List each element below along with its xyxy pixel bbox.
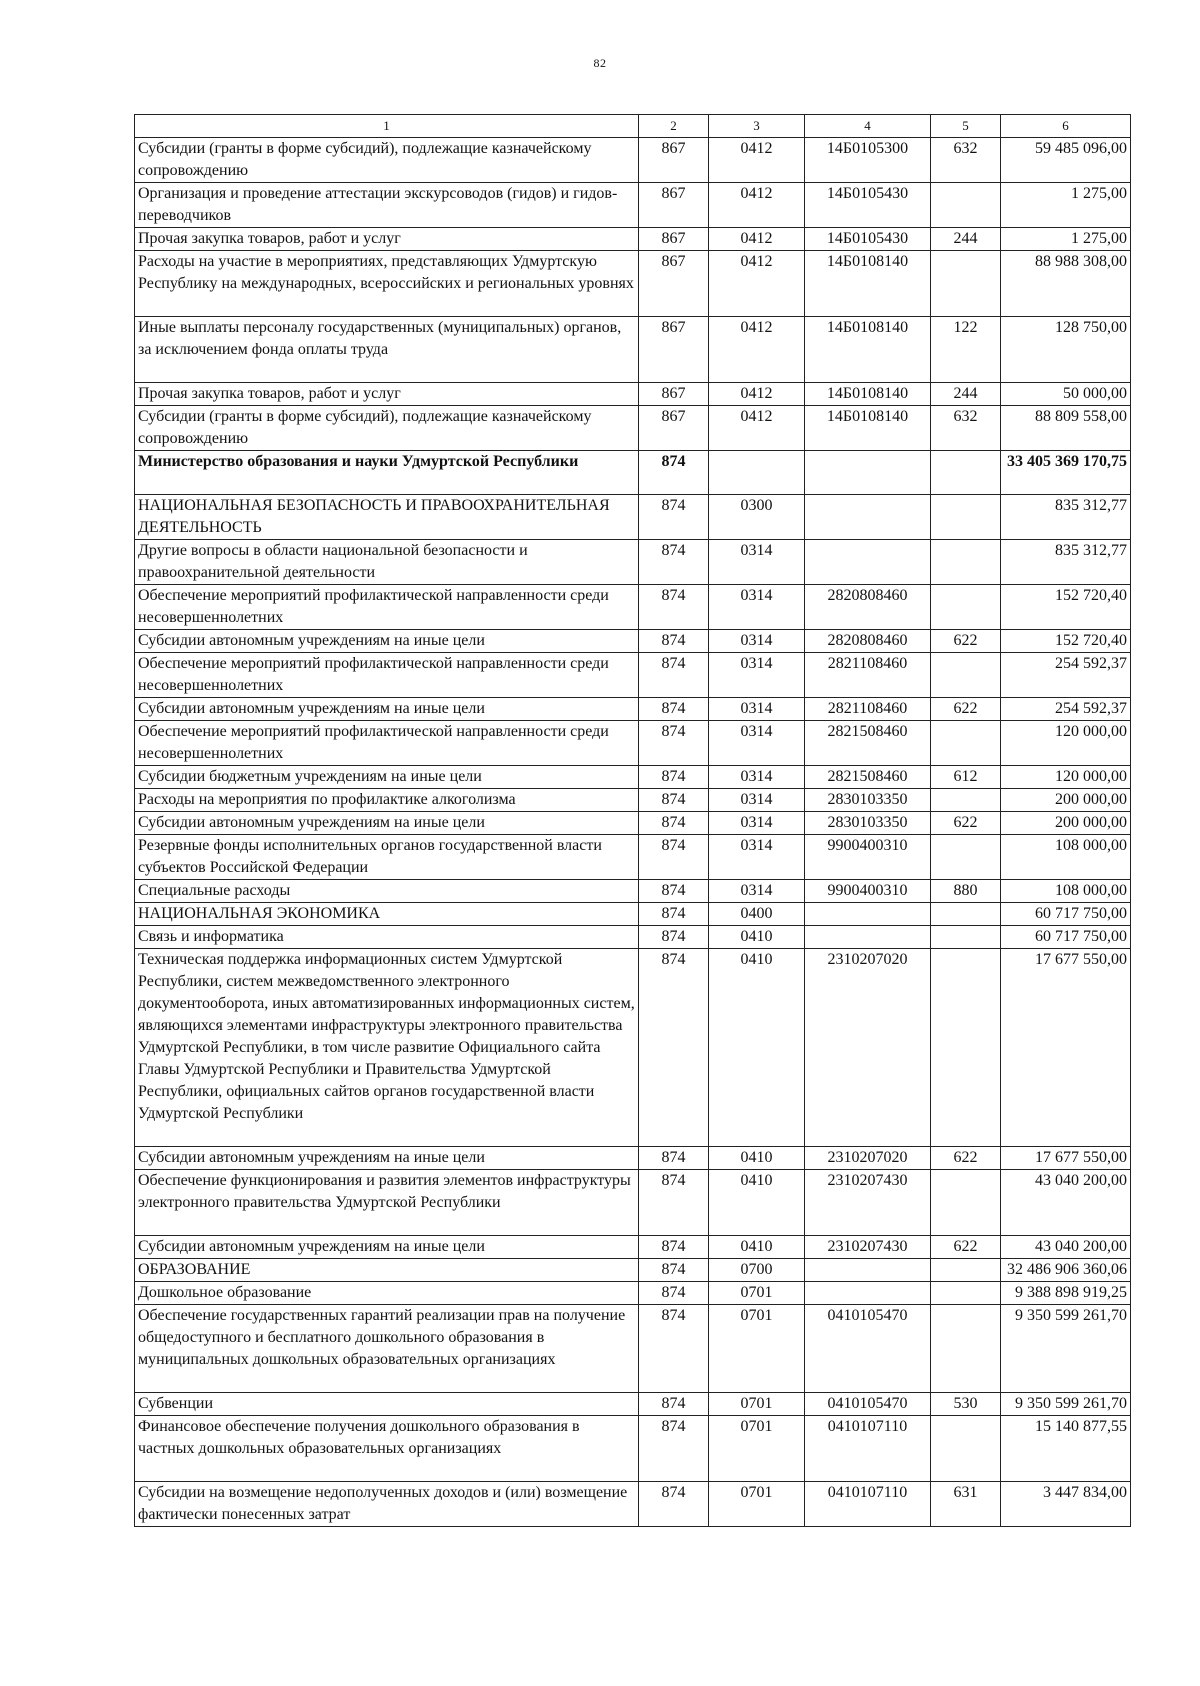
row-section: 0314 <box>709 812 805 835</box>
table-row <box>135 1147 1131 1170</box>
row-name: Министерство образования и науки Удмуртской Республики <box>135 451 639 495</box>
table-row <box>135 1393 1131 1416</box>
row-target-article: 0410107110 <box>805 1416 931 1482</box>
table-row <box>135 451 1131 495</box>
page-number: 82 <box>593 56 607 70</box>
row-grbs: 874 <box>639 880 709 903</box>
row-amount: 17 677 550,00 <box>1001 949 1131 1147</box>
table-row <box>135 949 1131 1147</box>
row-section: 0314 <box>709 698 805 721</box>
row-name: Иные выплаты персоналу государственных (муниципальных) органов, за исключением фонда оплаты труда <box>135 317 639 383</box>
table-row <box>135 183 1131 228</box>
row-target-article: 0410107110 <box>805 1482 931 1527</box>
row-name: Субсидии (гранты в форме субсидий), подлежащие казначейскому сопровождению <box>135 138 639 183</box>
table-row <box>135 317 1131 383</box>
row-target-article <box>805 495 931 540</box>
row-section: 0410 <box>709 1170 805 1236</box>
row-expense-type: 880 <box>931 880 1001 903</box>
row-expense-type <box>931 540 1001 585</box>
row-target-article: 9900400310 <box>805 880 931 903</box>
row-amount: 9 350 599 261,70 <box>1001 1393 1131 1416</box>
row-grbs: 867 <box>639 251 709 317</box>
row-expense-type: 622 <box>931 812 1001 835</box>
row-target-article: 14Б0105300 <box>805 138 931 183</box>
row-amount: 60 717 750,00 <box>1001 903 1131 926</box>
row-section: 0300 <box>709 495 805 540</box>
row-section: 0701 <box>709 1416 805 1482</box>
row-expense-type <box>931 1259 1001 1282</box>
row-amount: 3 447 834,00 <box>1001 1482 1131 1527</box>
row-grbs: 874 <box>639 903 709 926</box>
row-name: Субсидии на возмещение недополученных доходов и (или) возмещение фактически понесенных затрат <box>135 1482 639 1527</box>
table-row <box>135 1236 1131 1259</box>
row-expense-type <box>931 835 1001 880</box>
row-target-article: 14Б0108140 <box>805 383 931 406</box>
row-expense-type <box>931 1416 1001 1482</box>
row-grbs: 874 <box>639 585 709 630</box>
row-grbs: 874 <box>639 698 709 721</box>
row-section: 0314 <box>709 789 805 812</box>
row-section: 0412 <box>709 406 805 451</box>
table-row <box>135 698 1131 721</box>
row-amount: 200 000,00 <box>1001 789 1131 812</box>
table-row <box>135 630 1131 653</box>
row-expense-type: 632 <box>931 138 1001 183</box>
row-expense-type: 612 <box>931 766 1001 789</box>
row-target-article: 2310207020 <box>805 949 931 1147</box>
row-grbs: 874 <box>639 1305 709 1393</box>
table-row <box>135 383 1131 406</box>
row-amount: 835 312,77 <box>1001 540 1131 585</box>
table-row <box>135 789 1131 812</box>
row-expense-type <box>931 1282 1001 1305</box>
row-expense-type: 530 <box>931 1393 1001 1416</box>
row-target-article: 2820808460 <box>805 585 931 630</box>
row-amount: 120 000,00 <box>1001 721 1131 766</box>
row-grbs: 867 <box>639 228 709 251</box>
row-name: Субвенции <box>135 1393 639 1416</box>
table-row <box>135 812 1131 835</box>
row-section: 0701 <box>709 1393 805 1416</box>
row-expense-type: 622 <box>931 1147 1001 1170</box>
row-target-article <box>805 903 931 926</box>
table-row <box>135 1305 1131 1393</box>
row-section: 0412 <box>709 183 805 228</box>
row-expense-type: 632 <box>931 406 1001 451</box>
header-col-5: 5 <box>931 115 1001 138</box>
row-name: Расходы на участие в мероприятиях, представляющих Удмуртскую Республику на международных, всероссийских и региональных уровнях <box>135 251 639 317</box>
row-name: Техническая поддержка информационных систем Удмуртской Республики, систем межведомственного электронного документооборота, иных автоматизированных информационных систем, являющихся элементами инфраструктуры электронного правительства Удмуртской Республики, в том числе развитие Официального сайта Главы Удмуртской Республики и Правительства Удмуртской Республики, официальных сайтов органов государственной власти Удмуртской Республики <box>135 949 639 1147</box>
row-name: Организация и проведение аттестации экскурсоводов (гидов) и гидов-переводчиков <box>135 183 639 228</box>
row-amount: 120 000,00 <box>1001 766 1131 789</box>
table-row <box>135 585 1131 630</box>
row-grbs: 867 <box>639 138 709 183</box>
table-row <box>135 1170 1131 1236</box>
table-row <box>135 903 1131 926</box>
row-grbs: 874 <box>639 540 709 585</box>
row-target-article <box>805 540 931 585</box>
row-amount: 200 000,00 <box>1001 812 1131 835</box>
table-row <box>135 653 1131 698</box>
row-name: Обеспечение функционирования и развития элементов инфраструктуры электронного правительства Удмуртской Республики <box>135 1170 639 1236</box>
table-row <box>135 926 1131 949</box>
row-expense-type <box>931 495 1001 540</box>
row-section: 0412 <box>709 383 805 406</box>
table-row <box>135 1482 1131 1527</box>
row-expense-type <box>931 1305 1001 1393</box>
row-grbs: 874 <box>639 630 709 653</box>
row-expense-type: 622 <box>931 698 1001 721</box>
row-target-article: 0410105470 <box>805 1393 931 1416</box>
row-section: 0701 <box>709 1482 805 1527</box>
row-target-article: 2821508460 <box>805 766 931 789</box>
row-target-article <box>805 1259 931 1282</box>
row-name: Расходы на мероприятия по профилактике алкоголизма <box>135 789 639 812</box>
row-target-article: 14Б0105430 <box>805 228 931 251</box>
row-grbs: 874 <box>639 1393 709 1416</box>
row-name: Субсидии автономным учреждениям на иные цели <box>135 1147 639 1170</box>
row-amount: 50 000,00 <box>1001 383 1131 406</box>
row-expense-type <box>931 789 1001 812</box>
row-grbs: 874 <box>639 812 709 835</box>
row-name: Субсидии автономным учреждениям на иные цели <box>135 812 639 835</box>
row-section: 0412 <box>709 251 805 317</box>
row-name: Финансовое обеспечение получения дошкольного образования в частных дошкольных образовательных организациях <box>135 1416 639 1482</box>
row-target-article: 2830103350 <box>805 812 931 835</box>
row-section: 0314 <box>709 766 805 789</box>
row-grbs: 867 <box>639 406 709 451</box>
row-name: Специальные расходы <box>135 880 639 903</box>
row-amount: 1 275,00 <box>1001 228 1131 251</box>
row-grbs: 874 <box>639 1282 709 1305</box>
row-amount: 88 809 558,00 <box>1001 406 1131 451</box>
row-target-article: 14Б0108140 <box>805 251 931 317</box>
row-amount: 835 312,77 <box>1001 495 1131 540</box>
row-section: 0400 <box>709 903 805 926</box>
header-col-4: 4 <box>805 115 931 138</box>
row-target-article: 2821508460 <box>805 721 931 766</box>
table-row <box>135 835 1131 880</box>
row-amount: 43 040 200,00 <box>1001 1236 1131 1259</box>
header-col-3: 3 <box>709 115 805 138</box>
table-row <box>135 1416 1131 1482</box>
row-amount: 152 720,40 <box>1001 630 1131 653</box>
row-name: ОБРАЗОВАНИЕ <box>135 1259 639 1282</box>
row-section: 0700 <box>709 1259 805 1282</box>
row-target-article: 0410105470 <box>805 1305 931 1393</box>
row-section: 0314 <box>709 721 805 766</box>
row-expense-type <box>931 1170 1001 1236</box>
row-name: Субсидии автономным учреждениям на иные цели <box>135 1236 639 1259</box>
row-section: 0410 <box>709 1147 805 1170</box>
row-section: 0412 <box>709 317 805 383</box>
row-section: 0314 <box>709 653 805 698</box>
row-section: 0314 <box>709 880 805 903</box>
row-expense-type: 622 <box>931 630 1001 653</box>
table-row <box>135 880 1131 903</box>
row-name: НАЦИОНАЛЬНАЯ БЕЗОПАСНОСТЬ И ПРАВООХРАНИТЕЛЬНАЯ ДЕЯТЕЛЬНОСТЬ <box>135 495 639 540</box>
row-target-article: 2830103350 <box>805 789 931 812</box>
row-expense-type <box>931 949 1001 1147</box>
row-target-article: 9900400310 <box>805 835 931 880</box>
row-grbs: 874 <box>639 1147 709 1170</box>
table-row <box>135 495 1131 540</box>
row-section: 0412 <box>709 138 805 183</box>
row-grbs: 867 <box>639 317 709 383</box>
row-amount: 32 486 906 360,06 <box>1001 1259 1131 1282</box>
row-section: 0410 <box>709 1236 805 1259</box>
row-expense-type <box>931 721 1001 766</box>
row-name: Связь и информатика <box>135 926 639 949</box>
row-amount: 15 140 877,55 <box>1001 1416 1131 1482</box>
header-row <box>135 115 1131 138</box>
row-grbs: 874 <box>639 653 709 698</box>
row-target-article: 14Б0105430 <box>805 183 931 228</box>
row-target-article: 14Б0108140 <box>805 317 931 383</box>
row-name: Прочая закупка товаров, работ и услуг <box>135 228 639 251</box>
table-row <box>135 406 1131 451</box>
row-name: Обеспечение мероприятий профилактической направленности среди несовершеннолетних <box>135 721 639 766</box>
row-target-article: 2310207430 <box>805 1236 931 1259</box>
row-amount: 9 388 898 919,25 <box>1001 1282 1131 1305</box>
row-grbs: 874 <box>639 451 709 495</box>
row-amount: 88 988 308,00 <box>1001 251 1131 317</box>
table-body <box>135 138 1131 1527</box>
row-target-article: 2821108460 <box>805 698 931 721</box>
row-grbs: 874 <box>639 1170 709 1236</box>
row-amount: 60 717 750,00 <box>1001 926 1131 949</box>
row-grbs: 874 <box>639 949 709 1147</box>
header-col-6: 6 <box>1001 115 1131 138</box>
row-section: 0314 <box>709 585 805 630</box>
row-name: Обеспечение мероприятий профилактической направленности среди несовершеннолетних <box>135 585 639 630</box>
table-row <box>135 251 1131 317</box>
row-grbs: 874 <box>639 1259 709 1282</box>
table-row <box>135 138 1131 183</box>
row-expense-type <box>931 653 1001 698</box>
row-grbs: 874 <box>639 1416 709 1482</box>
row-expense-type: 631 <box>931 1482 1001 1527</box>
row-amount: 152 720,40 <box>1001 585 1131 630</box>
row-expense-type: 244 <box>931 228 1001 251</box>
row-section: 0314 <box>709 540 805 585</box>
row-expense-type: 244 <box>931 383 1001 406</box>
row-grbs: 874 <box>639 1482 709 1527</box>
row-grbs: 874 <box>639 835 709 880</box>
row-grbs: 874 <box>639 495 709 540</box>
row-section <box>709 451 805 495</box>
row-target-article: 2820808460 <box>805 630 931 653</box>
budget-table <box>134 114 1131 1527</box>
row-amount: 1 275,00 <box>1001 183 1131 228</box>
row-amount: 128 750,00 <box>1001 317 1131 383</box>
row-amount: 59 485 096,00 <box>1001 138 1131 183</box>
row-expense-type: 122 <box>931 317 1001 383</box>
row-amount: 33 405 369 170,75 <box>1001 451 1131 495</box>
row-name: Субсидии автономным учреждениям на иные цели <box>135 698 639 721</box>
row-target-article <box>805 1282 931 1305</box>
row-grbs: 874 <box>639 926 709 949</box>
row-amount: 108 000,00 <box>1001 880 1131 903</box>
header-col-1: 1 <box>135 115 639 138</box>
row-amount: 108 000,00 <box>1001 835 1131 880</box>
row-section: 0410 <box>709 926 805 949</box>
row-target-article: 14Б0108140 <box>805 406 931 451</box>
row-grbs: 874 <box>639 1236 709 1259</box>
table-row <box>135 228 1131 251</box>
row-amount: 43 040 200,00 <box>1001 1170 1131 1236</box>
row-expense-type <box>931 451 1001 495</box>
table-row <box>135 766 1131 789</box>
row-amount: 254 592,37 <box>1001 698 1131 721</box>
row-section: 0314 <box>709 630 805 653</box>
row-expense-type <box>931 183 1001 228</box>
row-grbs: 867 <box>639 183 709 228</box>
row-amount: 9 350 599 261,70 <box>1001 1305 1131 1393</box>
header-col-2: 2 <box>639 115 709 138</box>
row-section: 0410 <box>709 949 805 1147</box>
row-amount: 17 677 550,00 <box>1001 1147 1131 1170</box>
row-grbs: 874 <box>639 721 709 766</box>
row-target-article: 2821108460 <box>805 653 931 698</box>
row-name: Прочая закупка товаров, работ и услуг <box>135 383 639 406</box>
row-grbs: 867 <box>639 383 709 406</box>
row-expense-type <box>931 585 1001 630</box>
table-row <box>135 1259 1131 1282</box>
table-row <box>135 1282 1131 1305</box>
row-section: 0412 <box>709 228 805 251</box>
row-name: Резервные фонды исполнительных органов государственной власти субъектов Российской Федерации <box>135 835 639 880</box>
row-name: НАЦИОНАЛЬНАЯ ЭКОНОМИКА <box>135 903 639 926</box>
table-row <box>135 721 1131 766</box>
row-grbs: 874 <box>639 789 709 812</box>
row-expense-type: 622 <box>931 1236 1001 1259</box>
row-section: 0701 <box>709 1282 805 1305</box>
table-row <box>135 540 1131 585</box>
row-section: 0701 <box>709 1305 805 1393</box>
row-name: Дошкольное образование <box>135 1282 639 1305</box>
row-name: Субсидии бюджетным учреждениям на иные цели <box>135 766 639 789</box>
row-target-article <box>805 926 931 949</box>
row-grbs: 874 <box>639 766 709 789</box>
row-name: Субсидии автономным учреждениям на иные цели <box>135 630 639 653</box>
row-name: Другие вопросы в области национальной безопасности и правоохранительной деятельности <box>135 540 639 585</box>
row-name: Субсидии (гранты в форме субсидий), подлежащие казначейскому сопровождению <box>135 406 639 451</box>
row-expense-type <box>931 926 1001 949</box>
row-target-article <box>805 451 931 495</box>
row-target-article: 2310207020 <box>805 1147 931 1170</box>
row-expense-type <box>931 251 1001 317</box>
row-expense-type <box>931 903 1001 926</box>
row-name: Обеспечение мероприятий профилактической направленности среди несовершеннолетних <box>135 653 639 698</box>
row-target-article: 2310207430 <box>805 1170 931 1236</box>
row-name: Обеспечение государственных гарантий реализации прав на получение общедоступного и бесплатного дошкольного образования в муниципальных дошкольных образовательных организациях <box>135 1305 639 1393</box>
row-amount: 254 592,37 <box>1001 653 1131 698</box>
row-section: 0314 <box>709 835 805 880</box>
